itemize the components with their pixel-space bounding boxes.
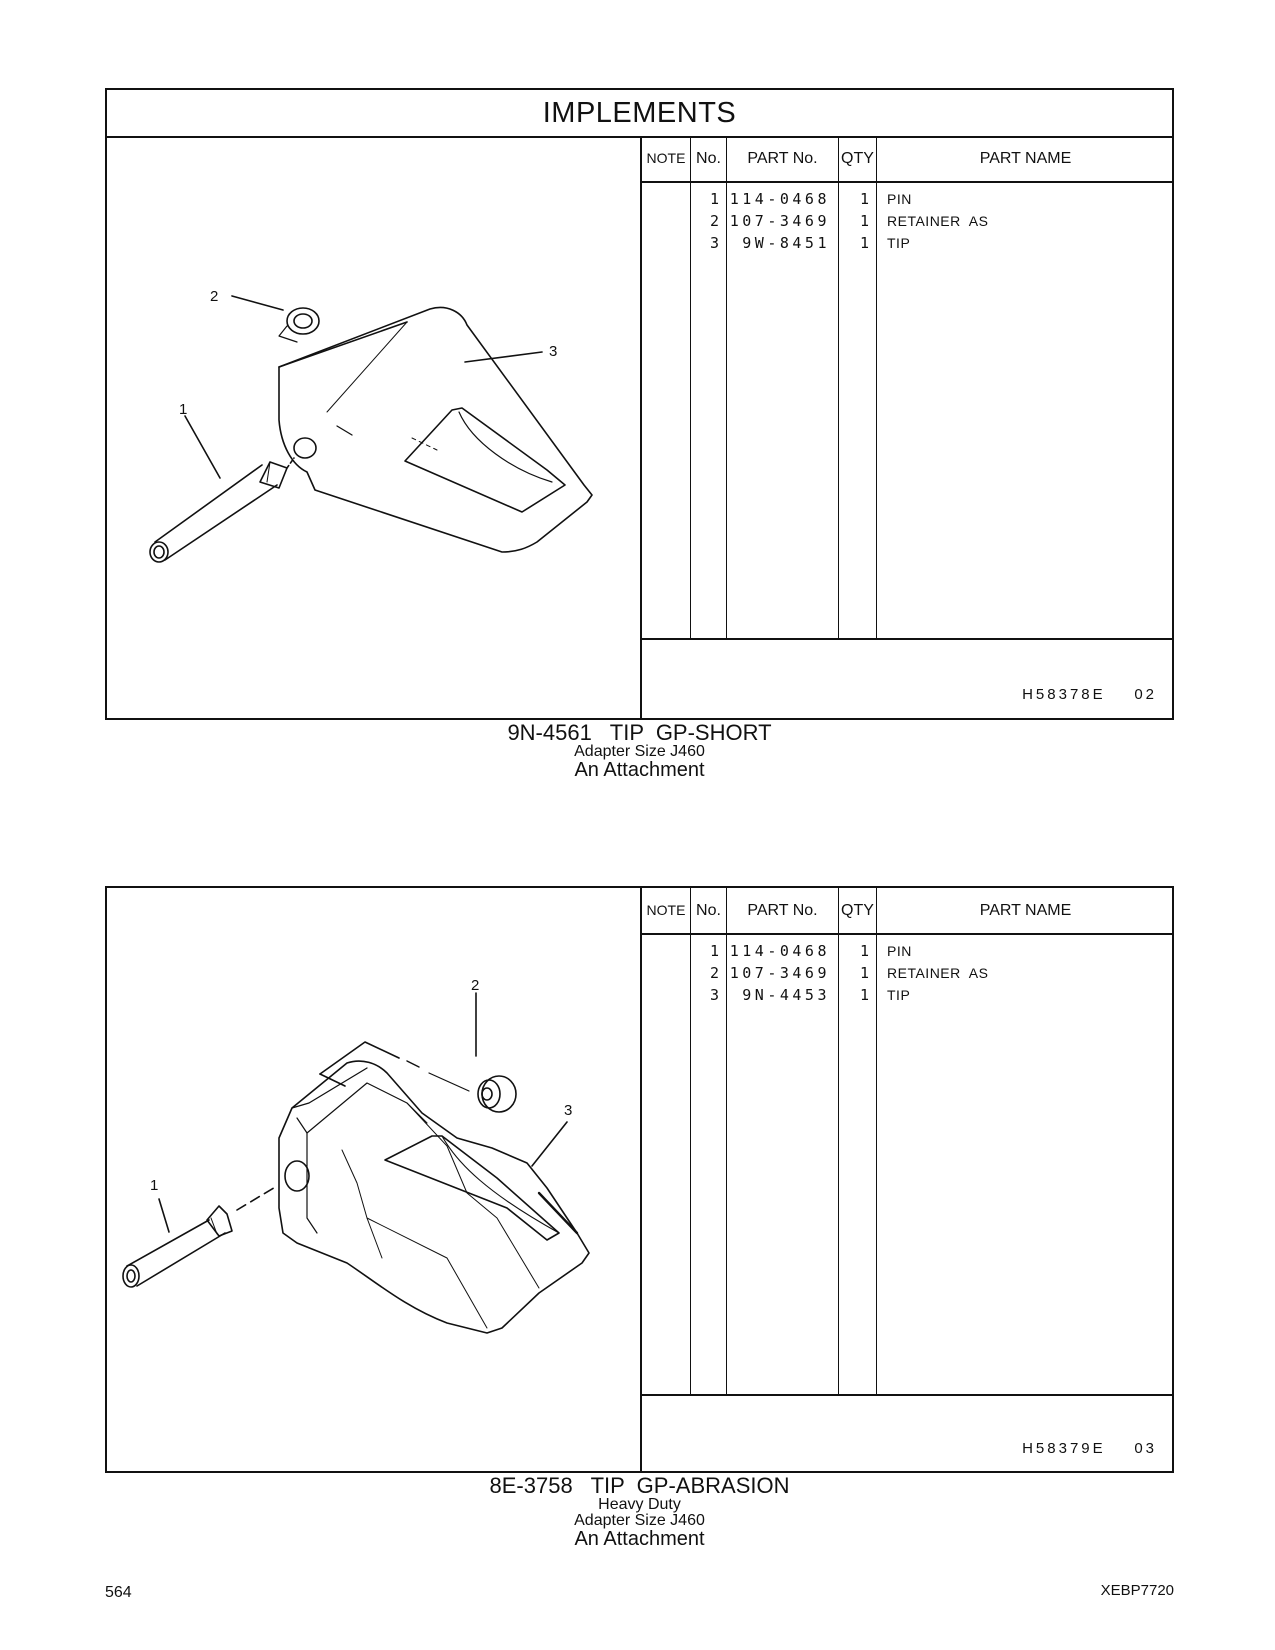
page-number: 564 xyxy=(105,1584,132,1601)
group-caption-1 xyxy=(105,722,1174,780)
callout-3: 3 xyxy=(549,343,558,360)
callout-2: 2 xyxy=(210,288,219,305)
group-caption-2 xyxy=(105,1475,1174,1549)
group-title: 9N-4561 TIP GP-SHORT xyxy=(507,720,772,745)
document-code: XEBP7720 xyxy=(1100,1582,1174,1599)
section-title: IMPLEMENTS xyxy=(107,90,1172,138)
header-part-no: PART No. xyxy=(747,150,818,167)
parts-panel-1 xyxy=(105,88,1174,720)
header-note: NOTE xyxy=(646,150,686,166)
group-title: 8E-3758 TIP GP-ABRASION xyxy=(489,1473,790,1498)
caption-attachment: An Attachment xyxy=(574,759,705,781)
illustration-ref: H58378E 02 xyxy=(1022,686,1157,703)
header-no: No. xyxy=(696,150,721,167)
tip-assembly-illustration-short xyxy=(107,90,640,720)
table-header xyxy=(642,136,1172,183)
header-qty: QTY xyxy=(841,150,874,167)
table-header xyxy=(642,888,1172,935)
caption-line: Adapter Size J460 xyxy=(574,1512,705,1529)
header-part-name: PART NAME xyxy=(979,150,1072,167)
header-note: NOTE xyxy=(646,902,686,918)
parts-table-1: NOTE No. PART No. QTY PART NAME 1 114-0468 1 PIN 2 107-3469 1 RETAINER AS 3 9W-8451 1 TIP H58378E 02 xyxy=(640,136,1172,718)
caption-line: Heavy Duty xyxy=(598,1496,681,1513)
callout-3: 3 xyxy=(564,1102,573,1119)
parts-panel-2 xyxy=(105,886,1174,1473)
header-part-name: PART NAME xyxy=(979,902,1072,919)
caption-line: Adapter Size J460 xyxy=(574,743,705,760)
callout-1: 1 xyxy=(179,401,188,418)
callout-2: 2 xyxy=(471,977,480,994)
header-qty: QTY xyxy=(841,902,874,919)
caption-attachment: An Attachment xyxy=(574,1528,705,1550)
parts-table-2: NOTE No. PART No. QTY PART NAME 1 114-0468 1 PIN 2 107-3469 1 RETAINER AS 3 9N-4453 1 TIP H58379E 03 xyxy=(640,888,1172,1471)
table-footer xyxy=(642,1394,1172,1473)
header-no: No. xyxy=(696,902,721,919)
tip-assembly-illustration-abrasion xyxy=(107,888,640,1473)
callout-1: 1 xyxy=(150,1177,159,1194)
table-footer xyxy=(642,638,1172,720)
header-part-no: PART No. xyxy=(747,902,818,919)
illustration-ref: H58379E 03 xyxy=(1022,1440,1157,1457)
